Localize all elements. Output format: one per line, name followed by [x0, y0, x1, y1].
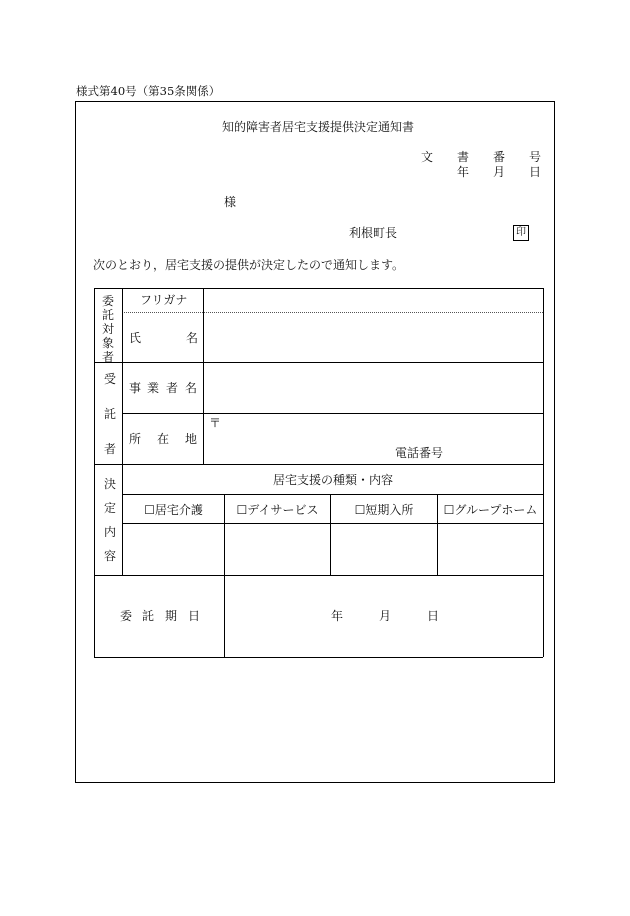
postal-mark: 〒: [209, 416, 222, 430]
business-name-field[interactable]: [204, 363, 542, 412]
name-label-char-2: 名: [186, 331, 199, 345]
period-label-char-2: 託: [142, 609, 155, 623]
option-day-service[interactable]: ☐デイサービス: [236, 502, 319, 517]
contractor-heading-char-1: 受: [104, 372, 117, 386]
option-detail-field[interactable]: [123, 524, 224, 575]
period-label-char-4: 日: [188, 609, 201, 623]
heading-char: 象: [101, 336, 114, 350]
intro-text: 次のとおり，居宅支援の提供が決定したので通知します。: [93, 258, 405, 272]
furigana-label: フリガナ: [140, 293, 188, 307]
addressee-suffix: 様: [224, 195, 237, 209]
table-border-right: [543, 288, 544, 657]
issuer-name: 利根町長: [349, 226, 398, 240]
heading-char: 委: [101, 294, 114, 308]
business-label-char-3: 者: [166, 381, 179, 395]
address-field[interactable]: [204, 414, 542, 463]
decision-subheader: 居宅支援の種類・内容: [272, 473, 393, 487]
option-group-home[interactable]: ☐グループホーム: [443, 502, 538, 517]
contractor-heading-char-3: 者: [104, 442, 117, 456]
name-label-char-1: 氏: [129, 331, 142, 345]
heading-char: 者: [101, 350, 114, 364]
decision-heading-char-1: 決: [104, 477, 117, 491]
date-year-label: 年: [457, 165, 470, 179]
period-label-char-1: 委: [120, 609, 133, 623]
period-label-char-3: 期: [165, 609, 178, 623]
table-border-bottom: [94, 657, 543, 658]
date-day-label: 日: [529, 165, 542, 179]
seal-mark: 印: [513, 225, 529, 241]
doc-number-char-1: 文: [421, 150, 434, 164]
doc-number-char-3: 番: [493, 150, 506, 164]
period-date-field[interactable]: [225, 576, 543, 656]
heading-char: 対: [101, 322, 114, 336]
decision-heading-char-2: 定: [104, 501, 117, 515]
contractor-heading-char-2: 託: [104, 407, 117, 421]
decision-heading-char-3: 内: [104, 525, 117, 539]
option-detail-field[interactable]: [225, 524, 330, 575]
doc-number-char-4: 号: [529, 150, 542, 164]
option-detail-field[interactable]: [331, 524, 437, 575]
business-label-char-2: 業: [147, 381, 160, 395]
phone-label: 電話番号: [395, 446, 444, 460]
period-day-label: 日: [427, 609, 440, 623]
address-label-char-2: 在: [157, 432, 170, 446]
furigana-field[interactable]: [204, 289, 542, 311]
period-month-label: 月: [379, 609, 392, 623]
form-number-label: 様式第40号（第35条関係）: [76, 84, 221, 98]
address-label-char-1: 所: [129, 432, 142, 446]
decision-heading-char-4: 容: [104, 549, 117, 563]
option-short-stay[interactable]: ☐短期入所: [354, 502, 414, 517]
document-title: 知的障害者居宅支援提供決定通知書: [222, 120, 415, 134]
address-label-char-3: 地: [185, 432, 198, 446]
heading-char: 託: [101, 308, 114, 322]
option-detail-field[interactable]: [438, 524, 543, 575]
date-month-label: 月: [493, 165, 506, 179]
doc-number-char-2: 書: [457, 150, 470, 164]
name-field[interactable]: [204, 313, 542, 361]
consignee-heading: [94, 294, 122, 364]
business-label-char-1: 事: [129, 381, 142, 395]
period-year-label: 年: [331, 609, 344, 623]
option-home-care[interactable]: ☐居宅介護: [144, 502, 203, 517]
business-label-char-4: 名: [185, 381, 198, 395]
